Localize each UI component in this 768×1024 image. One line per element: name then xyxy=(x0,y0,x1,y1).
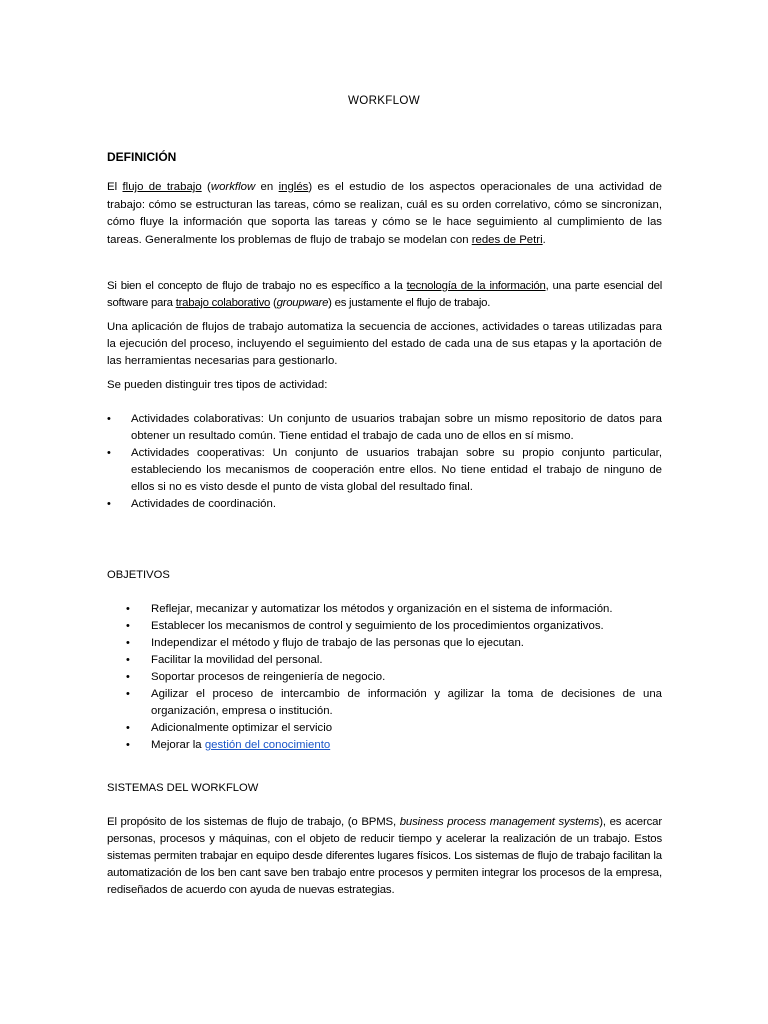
bullet-icon: • xyxy=(107,498,111,510)
bullet-icon: • xyxy=(126,722,130,734)
bullet-icon: • xyxy=(126,637,130,649)
definition-paragraph-2: Si bien el concepto de flujo de trabajo no es específico a la tecnología de la información, una parte esencial del software para trabajo colaborativo (groupware) es justamente el flujo de trabajo. xyxy=(107,280,662,309)
bullet-icon: • xyxy=(107,447,111,459)
page-title: WORKFLOW xyxy=(348,94,420,107)
trabajo-colaborativo-link[interactable]: trabajo colaborativo xyxy=(175,297,271,309)
list-item: • Agilizar el proceso de intercambio de información y agilizar la toma de decisiones de una organización, empresa o institución. xyxy=(126,688,662,717)
bullet-icon: • xyxy=(126,739,130,751)
list-item: • Mejorar la gestión del conocimiento xyxy=(126,737,662,754)
list-item: • Reflejar, mecanizar y automatizar los métodos y organización en el sistema de información. xyxy=(126,601,662,618)
bullet-icon: • xyxy=(126,654,130,666)
gestion-conocimiento-link[interactable]: gestión del conocimiento xyxy=(204,739,331,751)
bullet-icon: • xyxy=(126,603,130,615)
definition-heading: DEFINICIÓN xyxy=(107,150,177,164)
list-item: • Establecer los mecanismos de control y seguimiento de los procedimientos organizativos. xyxy=(126,618,662,635)
bullet-icon: • xyxy=(126,688,130,700)
objectives-list xyxy=(126,601,662,754)
bullet-icon: • xyxy=(126,671,130,683)
definition-paragraph-4: Se pueden distinguir tres tipos de actividad: xyxy=(107,379,328,391)
list-item: • Actividades colaborativas: Un conjunto de usuarios trabajan sobre un mismo repositorio de datos para obtener un resultado común. Tiene entidad el trabajo de cada uno de ellos en sí mismo. xyxy=(107,413,662,442)
ingles-link[interactable]: inglés xyxy=(278,181,309,193)
systems-paragraph: El propósito de los sistemas de flujo de trabajo, (o BPMS, business process management systems), es acercar personas, procesos y máquinas, con el objeto de reducir tiempo y acelerar la realización de un trabajo. Estos sistemas permiten trabajar en equipo desde diferentes lugares físicos. Los sistemas de flujo de trabajo facilitan la automatización de los ben cant save ben trabajo entre procesos y permiten integrar los procesos de la empresa, rediseñados de acuerdo con ayuda de nuevas estrategias. xyxy=(107,816,663,896)
definition-paragraph-1: El flujo de trabajo (workflow en inglés) es el estudio de los aspectos operacionales de una actividad de trabajo: cómo se estructuran las tareas, cómo se realizan, cuál es su orden correlativo, cómo se sincronizan, cómo fluye la información que soporta las tareas y cómo se le hace seguimiento al cumplimiento de las tareas. Generalmente los problemas de flujo de trabajo se modelan con redes de Petri. xyxy=(107,181,663,246)
tecnologia-informacion-link[interactable]: tecnología de la información xyxy=(406,280,546,292)
objectives-heading: OBJETIVOS xyxy=(107,569,170,581)
list-item: • Actividades de coordinación. xyxy=(107,496,662,513)
list-item: • Soportar procesos de reingeniería de negocio. xyxy=(126,669,662,686)
list-item: • Adicionalmente optimizar el servicio xyxy=(126,720,662,737)
redes-de-petri-link[interactable]: redes de Petri xyxy=(471,233,543,246)
systems-heading: SISTEMAS DEL WORKFLOW xyxy=(107,782,259,794)
activity-list xyxy=(107,411,662,513)
flujo-de-trabajo-term: flujo de trabajo xyxy=(122,181,202,193)
list-item: • Actividades cooperativas: Un conjunto de usuarios trabajan sobre su propio conjunto particular, estableciendo los mecanismos de cooperación entre ellos. No tiene entidad el trabajo de ninguno de ellos si no es visto desde el punto de vista global del resultado final. xyxy=(107,447,662,493)
bullet-icon: • xyxy=(107,413,111,425)
list-item: • Facilitar la movilidad del personal. xyxy=(126,652,662,669)
bullet-icon: • xyxy=(126,620,130,632)
list-item: • Independizar el método y flujo de trabajo de las personas que lo ejecutan. xyxy=(126,635,662,652)
definition-paragraph-3: Una aplicación de flujos de trabajo automatiza la secuencia de acciones, actividades o tareas utilizadas para la ejecución del proceso, incluyendo el seguimiento del estado de cada una de sus etapas y la aportación de las herramientas necesarias para gestionarlo. xyxy=(107,321,662,367)
